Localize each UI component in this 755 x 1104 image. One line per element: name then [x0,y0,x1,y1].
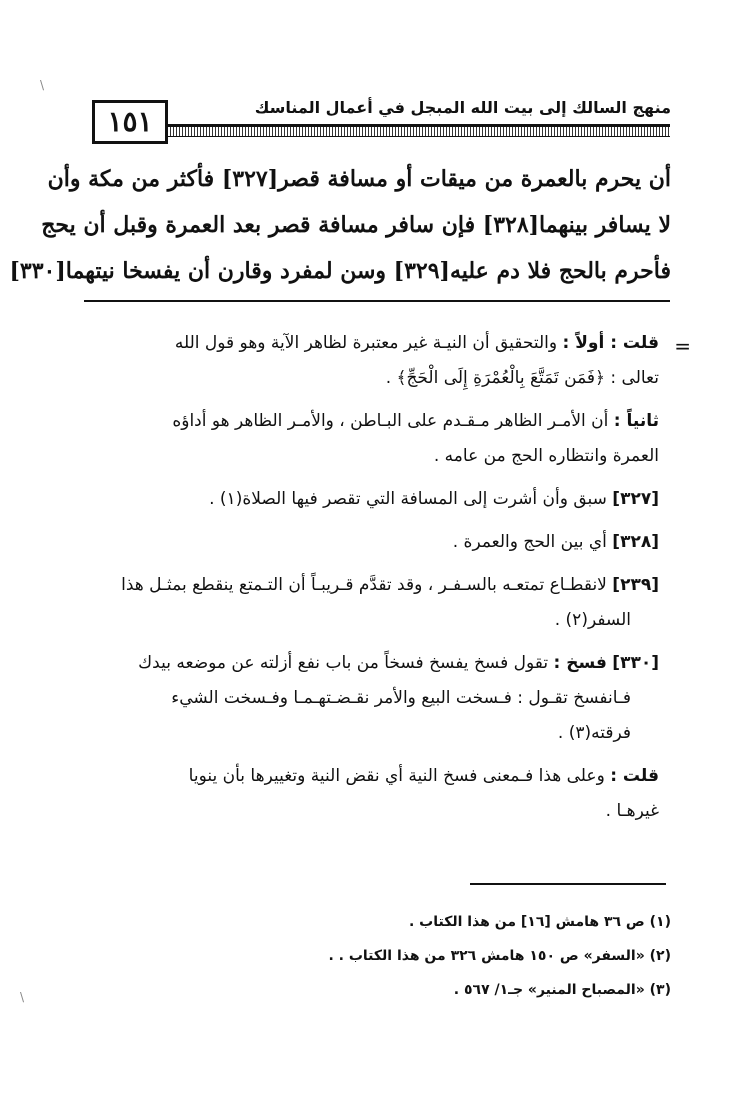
note-number: [٢٣٩] [612,575,659,595]
note-text: فرقته(٣) . [557,723,631,743]
main-line: فأحرم بالحج فلا دم عليه[٣٢٩] وسن لمفرد وقارن أن يفسخا نيتهما[٣٣٠] [9,258,671,284]
note-330 [79,646,659,751]
note-number: [٣٢٨] [612,532,659,552]
commentary [79,326,659,837]
comment-lead: قلت : [610,766,659,786]
comment-lead: ثانياً : [613,411,659,431]
header-rule [104,124,670,137]
running-head: منهج السالك إلى بيت الله المبجل في أعمال المناسك [254,98,671,117]
page-number: ١٥١ [92,100,168,144]
main-text-divider [84,300,670,302]
comment-text: أن الأمـر الظاهر مـقـدم على البـاطن ، والأمـر الظاهر هو أداؤه [172,411,609,431]
comment-text: غيرهـا . [605,801,659,821]
note-239 [79,568,659,638]
note-number: [٣٣٠] [612,653,659,673]
comment-lead: قلت : أولاً : [562,333,659,353]
comment-text: العمرة وانتظاره الحج من عامه . [433,446,659,466]
comment-thaniyan [79,404,659,474]
note-text: فـانفسخ تقـول : فـسخت البيع والأمر نقـضـتهـمـا وفـسخت الشيء [171,688,631,708]
comment-qult-1 [79,326,659,396]
footnote: (٣) «المصباح المنير» جـ١/ ٥٦٧ . [453,982,671,998]
main-line: لا يسافر بينهما[٣٢٨] فإن سافر مسافة قصر بعد العمرة وقبل أن يحج [41,212,671,238]
note-text: سبق وأن أشرت إلى المسافة التي تقصر فيها الصلاة(١) . [209,489,607,509]
note-327 [79,482,659,517]
comment-text: وعلى هذا فـمعنى فسخ النية أي نقض النية وتغييرها بأن ينويا [188,766,605,786]
comment-text: والتحقيق أن النيـة غير معتبرة لظاهر الآية وهو قول الله [174,333,558,353]
note-lead: فسخ : [553,653,607,673]
note-text: لانقطـاع تمتعـه بالسـفـر ، وقد تقدَّم قـريبـاً أن التـمتع ينقطع بمثـل هذا [121,575,607,595]
main-line: أن يحرم بالعمرة من ميقات أو مسافة قصر[٣٢٧] فأكثر من مكة وأن [47,166,671,192]
note-328 [79,525,659,560]
continuation-mark: = [674,334,691,358]
note-number: [٣٢٧] [612,489,659,509]
footnote: (١) ص ٣٦ هامش [١٦] من هذا الكتاب . [408,914,671,930]
scan-speck: \ [40,78,45,92]
footnote-rule [470,883,666,885]
note-text: أي بين الحج والعمرة . [452,532,607,552]
footnote: (٢) «السفر» ص ١٥٠ هامش ٣٢٦ من هذا الكتاب . . [328,948,671,964]
footnotes [91,905,671,1007]
comment-qult-2 [79,759,659,829]
main-text [9,156,671,294]
scan-speck: \ [20,990,25,1004]
note-text: السفر(٢) . [554,610,631,630]
note-text: تقول فسخ يفسخ فسخاً من باب نفع أزلته عن موضعه بيدك [138,653,549,673]
comment-text: تعالى : ﴿فَمَن تَمَتَّعَ بِالْعُمْرَةِ إِلَى الْحَجِّ﴾ . [385,368,659,388]
